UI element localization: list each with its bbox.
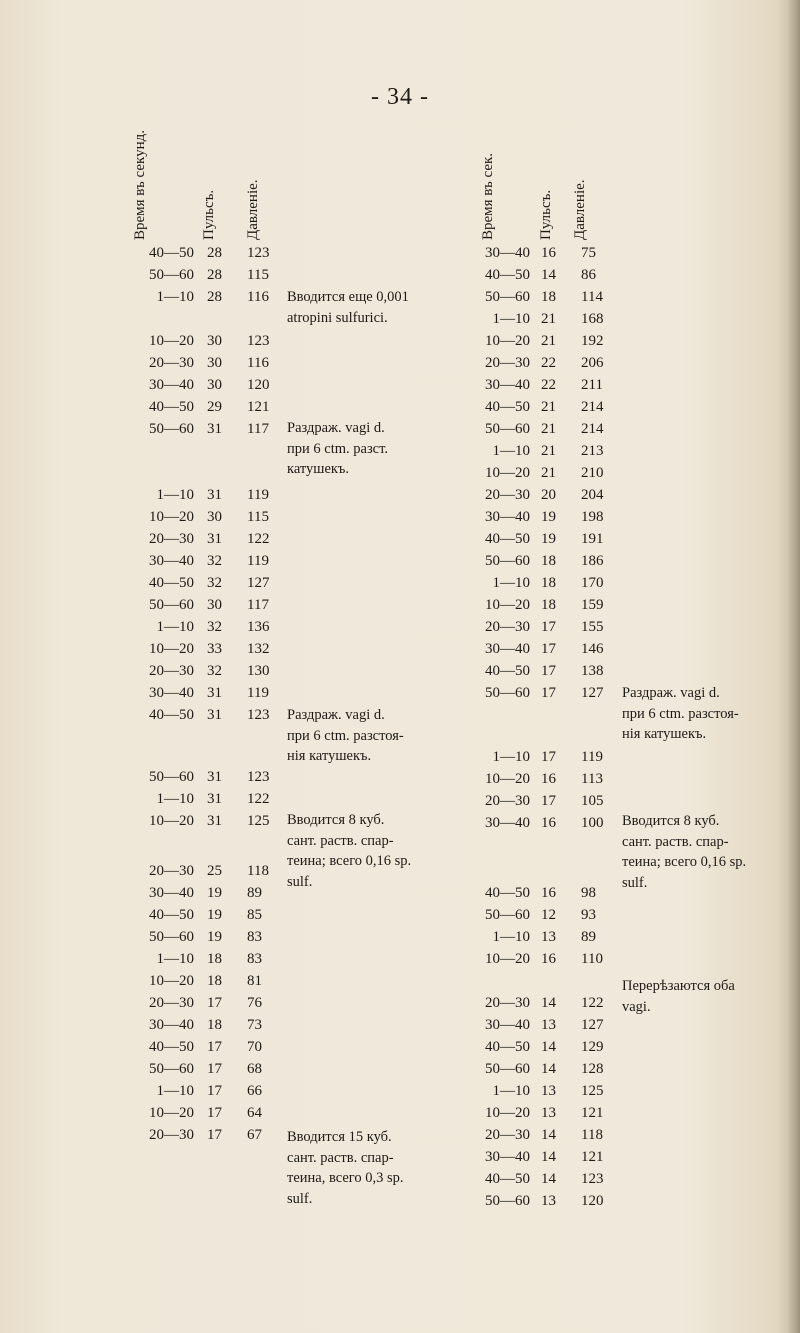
right-note-line: Вводится 8 куб. [622,813,720,829]
right-time-cell: 20—30 [485,619,530,635]
left-pressure-cell: 123 [247,333,270,349]
right-pressure-cell: 122 [581,995,604,1011]
right-pulse-cell: 14 [541,267,556,283]
right-pressure-cell: 214 [581,399,604,415]
right-time-cell: 40—50 [485,399,530,415]
right-time-cell: 30—40 [485,641,530,657]
left-time-cell: 50—60 [149,769,194,785]
left-time-cell: 30—40 [149,553,194,569]
right-pulse-cell: 14 [541,1171,556,1187]
right-pulse-cell: 14 [541,995,556,1011]
right-pressure-cell: 119 [581,749,603,765]
right-note-line: теина; всего 0,16 sp. [622,854,747,870]
right-pulse-cell: 21 [541,465,556,481]
right-pressure-cell: 192 [581,333,604,349]
right-pulse-cell: 17 [541,641,556,657]
right-time-cell: 40—50 [485,531,530,547]
middle-note [287,705,404,767]
right-time-cell: 40—50 [485,1171,530,1187]
page-edge [786,0,800,1333]
right-pressure-cell: 186 [581,553,604,569]
right-pulse-cell: 18 [541,289,556,305]
left-time-cell: 20—30 [149,1127,194,1143]
right-note-line: при 6 ctm. разстоя- [622,705,739,722]
left-time-cell: 1—10 [156,487,194,503]
left-pressure-cell: 67 [247,1127,262,1143]
left-pulse-cell: 32 [207,553,222,569]
left-time-cell: 50—60 [149,597,194,613]
right-pressure-cell: 121 [581,1149,604,1165]
middle-note-line: теина, всего 0,3 sp. [287,1170,404,1186]
left-pressure-cell: 121 [247,399,270,415]
right-pulse-cell: 17 [541,663,556,679]
right-pressure-cell: 120 [581,1193,604,1209]
right-note-line: нія катушекъ. [622,726,707,742]
left-time-cell: 50—60 [149,1061,194,1077]
right-note [622,683,739,745]
right-time-cell: 40—50 [485,1039,530,1055]
right-time-cell: 1—10 [492,929,530,945]
right-time-cell: 30—40 [485,1149,530,1165]
middle-note-line: sulf. [287,873,313,890]
right-pulse-cell: 14 [541,1061,556,1077]
page-number: - 34 - [371,84,429,110]
left-pressure-cell: 85 [247,907,262,923]
left-pulse-cell: 17 [207,995,222,1011]
left-time-cell: 10—20 [149,1105,194,1121]
left-time-cell: 20—30 [149,663,194,679]
middle-note-line: Вводится еще 0,001 [287,289,409,305]
left-time-cell: 30—40 [149,685,194,701]
left-pressure-cell: 76 [247,995,262,1011]
right-pressure-cell: 159 [581,597,604,613]
right-pressure-cell: 191 [581,531,604,547]
left-time-cell: 40—50 [149,575,194,591]
left-pressure-cell: 119 [247,553,269,569]
right-pulse-cell: 16 [541,245,556,261]
left-time-cell: 1—10 [156,289,194,305]
left-time-cell: 1—10 [156,951,194,967]
left-pulse-cell: 31 [207,421,222,437]
left-pulse-cell: 18 [207,951,222,967]
right-header-pressure: Давленіе. [572,179,588,240]
left-pulse-cell: 17 [207,1127,222,1143]
right-pressure-cell: 113 [581,771,603,787]
right-time-cell: 1—10 [492,575,530,591]
left-header-pulse: Пульсъ. [201,189,217,240]
right-time-cell: 50—60 [485,1061,530,1077]
left-pressure-cell: 83 [247,951,262,967]
right-pressure-cell: 170 [581,575,604,591]
right-pressure-cell: 211 [581,377,603,393]
left-pressure-cell: 132 [247,641,270,657]
right-note [622,976,735,1017]
left-pulse-cell: 28 [207,267,222,283]
right-pressure-cell: 128 [581,1061,604,1077]
left-pressure-cell: 115 [247,509,269,525]
right-time-cell: 50—60 [485,421,530,437]
middle-note-line: при 6 ctm. разстоя- [287,727,404,744]
right-header-time: Время въ сек. [480,152,496,240]
left-pulse-cell: 31 [207,791,222,807]
left-pulse-cell: 31 [207,769,222,785]
right-pressure-cell: 210 [581,465,604,481]
right-time-cell: 1—10 [492,749,530,765]
right-time-cell: 20—30 [485,1127,530,1143]
right-pulse-cell: 13 [541,1105,556,1121]
left-pressure-cell: 118 [247,863,269,879]
right-pulse-cell: 17 [541,749,556,765]
left-pulse-cell: 33 [207,641,222,657]
right-pressure-cell: 114 [581,289,603,305]
left-time-cell: 10—20 [149,509,194,525]
right-header-pulse: Пульсъ. [538,189,554,240]
right-time-cell: 10—20 [485,465,530,481]
left-time-cell: 40—50 [149,707,194,723]
left-pulse-cell: 18 [207,973,222,989]
right-pulse-cell: 21 [541,399,556,415]
left-pulse-cell: 19 [207,907,222,923]
left-pulse-cell: 30 [207,509,222,525]
middle-note-line: Раздраж. vagi d. [287,707,385,723]
left-pulse-cell: 32 [207,663,222,679]
right-pressure-cell: 89 [581,929,596,945]
left-time-cell: 30—40 [149,885,194,901]
left-pressure-cell: 81 [247,973,262,989]
left-time-cell: 40—50 [149,245,194,261]
right-time-cell: 10—20 [485,1105,530,1121]
left-pressure-cell: 122 [247,791,270,807]
left-time-cell: 50—60 [149,929,194,945]
right-pressure-cell: 146 [581,641,604,657]
right-pressure-cell: 127 [581,685,604,701]
right-pulse-cell: 12 [541,907,556,923]
right-pressure-cell: 168 [581,311,604,327]
right-note-line: сант. раств. спар- [622,833,729,850]
left-pulse-cell: 31 [207,531,222,547]
left-pulse-cell: 30 [207,377,222,393]
left-pressure-cell: 123 [247,707,270,723]
left-pressure-cell: 117 [247,597,269,613]
left-pressure-cell: 89 [247,885,262,901]
right-pulse-cell: 17 [541,685,556,701]
left-pressure-cell: 73 [247,1017,262,1033]
left-time-cell: 20—30 [149,863,194,879]
right-time-cell: 40—50 [485,663,530,679]
right-note [622,811,746,893]
right-pulse-cell: 18 [541,553,556,569]
left-pulse-cell: 25 [207,863,222,879]
right-time-cell: 20—30 [485,793,530,809]
right-pulse-cell: 21 [541,443,556,459]
left-time-cell: 10—20 [149,973,194,989]
left-pressure-cell: 119 [247,487,269,503]
left-pressure-cell: 115 [247,267,269,283]
left-pulse-cell: 30 [207,333,222,349]
left-pressure-cell: 120 [247,377,270,393]
left-pulse-cell: 28 [207,245,222,261]
middle-note-line: Вводится 15 куб. [287,1129,392,1145]
middle-note-line: при 6 ctm. разст. [287,440,388,457]
right-time-cell: 10—20 [485,771,530,787]
right-pulse-cell: 18 [541,575,556,591]
right-time-cell: 50—60 [485,1193,530,1209]
left-pulse-cell: 19 [207,929,222,945]
right-pulse-cell: 16 [541,951,556,967]
right-pressure-cell: 75 [581,245,596,261]
right-note-line: sulf. [622,874,648,891]
left-pressure-cell: 119 [247,685,269,701]
left-time-cell: 30—40 [149,1017,194,1033]
right-pulse-cell: 17 [541,793,556,809]
right-pressure-cell: 98 [581,885,596,901]
right-pulse-cell: 17 [541,619,556,635]
right-pressure-cell: 127 [581,1017,604,1033]
middle-note-line: Раздраж. vagi d. [287,420,385,436]
left-time-cell: 20—30 [149,531,194,547]
left-pulse-cell: 28 [207,289,222,305]
right-note-line: vagi. [622,998,651,1015]
right-note-line: Раздраж. vagi d. [622,685,720,701]
left-pressure-cell: 123 [247,769,270,785]
right-time-cell: 10—20 [485,333,530,349]
middle-note-line: Вводится 8 куб. [287,812,385,828]
right-pressure-cell: 110 [581,951,603,967]
right-pressure-cell: 118 [581,1127,603,1143]
left-pulse-cell: 32 [207,575,222,591]
left-pressure-cell: 116 [247,355,269,371]
middle-note [287,1127,404,1209]
right-pressure-cell: 93 [581,907,596,923]
right-time-cell: 40—50 [485,267,530,283]
left-time-cell: 1—10 [156,791,194,807]
left-pulse-cell: 31 [207,707,222,723]
middle-note-line: катушекъ. [287,461,350,477]
left-pressure-cell: 130 [247,663,270,679]
left-pulse-cell: 32 [207,619,222,635]
left-time-cell: 40—50 [149,907,194,923]
right-pressure-cell: 198 [581,509,604,525]
left-pressure-cell: 123 [247,245,270,261]
right-pressure-cell: 125 [581,1083,604,1099]
right-pulse-cell: 14 [541,1149,556,1165]
left-pressure-cell: 136 [247,619,270,635]
right-time-cell: 30—40 [485,245,530,261]
right-pulse-cell: 13 [541,1017,556,1033]
left-pulse-cell: 18 [207,1017,222,1033]
right-pressure-cell: 138 [581,663,604,679]
left-time-cell: 50—60 [149,267,194,283]
right-pressure-cell: 129 [581,1039,604,1055]
right-pulse-cell: 18 [541,597,556,613]
left-pulse-cell: 17 [207,1061,222,1077]
right-time-cell: 50—60 [485,553,530,569]
middle-note [287,810,411,892]
right-pressure-cell: 204 [581,487,604,503]
left-time-cell: 30—40 [149,377,194,393]
right-time-cell: 1—10 [492,311,530,327]
middle-note-line: sulf. [287,1190,313,1207]
right-pressure-cell: 206 [581,355,604,371]
middle-note-line: atropini sulfurici. [287,309,388,326]
right-pulse-cell: 16 [541,815,556,831]
right-time-cell: 50—60 [485,685,530,701]
left-pulse-cell: 30 [207,355,222,371]
left-pulse-cell: 31 [207,813,222,829]
right-time-cell: 30—40 [485,1017,530,1033]
right-pulse-cell: 20 [541,487,556,503]
right-pressure-cell: 155 [581,619,604,635]
left-pulse-cell: 17 [207,1105,222,1121]
right-pressure-cell: 105 [581,793,604,809]
left-time-cell: 20—30 [149,995,194,1011]
left-pulse-cell: 19 [207,885,222,901]
right-note-line: Перерѣзаются оба [622,978,735,994]
middle-note-line: сант. раств. спар- [287,1149,394,1166]
right-pulse-cell: 16 [541,771,556,787]
middle-note-line: сант. раств. спар- [287,832,394,849]
right-pulse-cell: 13 [541,929,556,945]
left-pressure-cell: 117 [247,421,269,437]
right-time-cell: 20—30 [485,355,530,371]
right-pulse-cell: 19 [541,509,556,525]
left-time-cell: 10—20 [149,641,194,657]
middle-note [287,418,388,480]
right-pulse-cell: 22 [541,377,556,393]
left-pressure-cell: 116 [247,289,269,305]
left-pulse-cell: 31 [207,685,222,701]
left-pressure-cell: 66 [247,1083,262,1099]
left-time-cell: 1—10 [156,619,194,635]
left-pressure-cell: 64 [247,1105,262,1121]
left-header-time: Время въ секунд. [132,129,148,240]
left-pressure-cell: 68 [247,1061,262,1077]
left-time-cell: 50—60 [149,421,194,437]
left-pressure-cell: 83 [247,929,262,945]
right-pulse-cell: 14 [541,1127,556,1143]
right-time-cell: 50—60 [485,907,530,923]
right-time-cell: 1—10 [492,443,530,459]
left-pulse-cell: 30 [207,597,222,613]
right-pressure-cell: 214 [581,421,604,437]
right-time-cell: 1—10 [492,1083,530,1099]
right-time-cell: 20—30 [485,487,530,503]
right-time-cell: 10—20 [485,951,530,967]
right-time-cell: 10—20 [485,597,530,613]
middle-note [287,287,409,328]
right-pressure-cell: 121 [581,1105,604,1121]
middle-note-line: нія катушекъ. [287,748,372,764]
left-pulse-cell: 17 [207,1039,222,1055]
left-time-cell: 40—50 [149,1039,194,1055]
left-pulse-cell: 31 [207,487,222,503]
right-pulse-cell: 16 [541,885,556,901]
left-time-cell: 10—20 [149,813,194,829]
left-time-cell: 20—30 [149,355,194,371]
right-time-cell: 30—40 [485,815,530,831]
middle-note-line: теина; всего 0,16 sp. [287,853,412,869]
left-time-cell: 10—20 [149,333,194,349]
right-pressure-cell: 86 [581,267,596,283]
right-pressure-cell: 100 [581,815,604,831]
left-time-cell: 1—10 [156,1083,194,1099]
right-pulse-cell: 21 [541,333,556,349]
right-time-cell: 20—30 [485,995,530,1011]
right-pulse-cell: 21 [541,421,556,437]
right-pulse-cell: 19 [541,531,556,547]
right-time-cell: 30—40 [485,509,530,525]
right-time-cell: 30—40 [485,377,530,393]
left-time-cell: 40—50 [149,399,194,415]
right-pressure-cell: 123 [581,1171,604,1187]
right-time-cell: 40—50 [485,885,530,901]
right-pressure-cell: 213 [581,443,604,459]
left-pressure-cell: 125 [247,813,270,829]
right-pulse-cell: 14 [541,1039,556,1055]
left-pressure-cell: 122 [247,531,270,547]
right-pulse-cell: 13 [541,1083,556,1099]
right-pulse-cell: 22 [541,355,556,371]
left-pressure-cell: 70 [247,1039,262,1055]
right-pulse-cell: 21 [541,311,556,327]
left-pulse-cell: 29 [207,399,222,415]
left-header-pressure: Давленіе. [245,179,261,240]
left-pulse-cell: 17 [207,1083,222,1099]
right-pulse-cell: 13 [541,1193,556,1209]
left-pressure-cell: 127 [247,575,270,591]
right-time-cell: 50—60 [485,289,530,305]
